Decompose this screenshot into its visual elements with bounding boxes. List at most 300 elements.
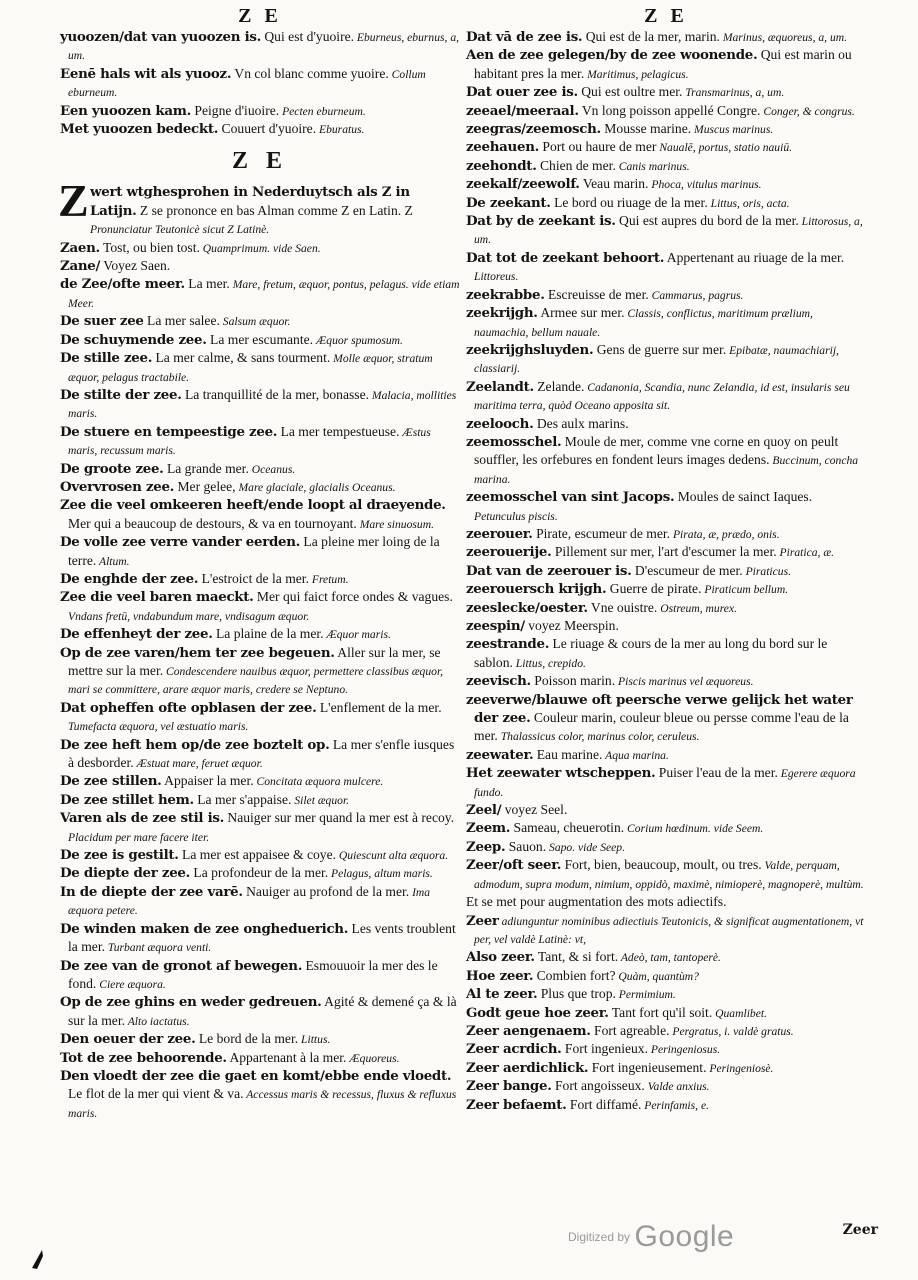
entry-headword: zeerouer. <box>466 525 533 542</box>
dictionary-entry <box>60 920 460 957</box>
watermark-logo-text: Google <box>634 1220 735 1253</box>
dropcap-headword: wert wtghesprohen in Nederduytsch als Z in Latijn. <box>90 184 410 219</box>
entry-headword: Eenē hals wit als yuooz. <box>60 65 232 82</box>
entry-french-gloss: Poisson marin. <box>530 673 616 689</box>
entry-french-gloss: Qui est marin ou habitant pres la mer. <box>474 47 852 81</box>
entry-latin-gloss: Eburatus. <box>316 123 365 137</box>
running-head-right: Z E <box>644 5 688 27</box>
dictionary-entry <box>60 791 460 809</box>
entry-french-gloss: La mer s'enfle iusques à desborder. <box>68 736 455 771</box>
left-entries-main <box>60 239 460 1123</box>
entry-headword: De zee stillen. <box>60 773 162 790</box>
dictionary-entry <box>466 1004 866 1022</box>
dictionary-entry <box>466 194 866 212</box>
dictionary-entry <box>466 635 866 672</box>
entry-headword: Zeer acrdich. <box>466 1041 562 1058</box>
entry-latin-gloss: Transmarinus, a, um. <box>682 86 785 100</box>
right-entries <box>466 28 866 1114</box>
entry-latin-gloss: Malacia, mollities maris. <box>68 388 457 421</box>
dictionary-entry <box>60 120 460 138</box>
entry-headword: zeemosschel van sint Jacops. <box>466 489 675 506</box>
entry-latin-gloss: Littus, crepido. <box>512 656 586 670</box>
entry-french-gloss: La mer. <box>184 276 230 292</box>
dropcap-french: Z se prononce en bas Alman comme Z en Latin. Z <box>136 202 413 218</box>
entry-latin-gloss: Littus. <box>298 1033 331 1047</box>
entry-latin-gloss: Pergratus, i. valdè gratus. <box>669 1024 794 1038</box>
dictionary-entry <box>466 212 866 249</box>
dictionary-entry <box>60 1067 460 1122</box>
dropcap-latin: Pronunciatur Teutonicè sicut Z Latinè. <box>90 223 270 237</box>
entry-french-gloss: Des aulx marins. <box>533 415 629 431</box>
entry-latin-gloss: Mare glaciale, glacialis Oceanus. <box>235 480 396 494</box>
entry-latin-gloss: Ciere æquora. <box>96 977 166 991</box>
entry-headword: Also zeer. <box>466 949 535 966</box>
dictionary-entry <box>60 883 460 920</box>
dictionary-entry <box>60 809 460 846</box>
entry-french-gloss: Tost, ou bien tost. <box>99 239 200 255</box>
dictionary-entry <box>466 912 866 949</box>
entry-latin-gloss: Buccinum, concha marina. <box>474 454 859 486</box>
entry-latin-gloss: Aqua marina. <box>602 748 669 762</box>
entry-headword: zeehondt. <box>466 157 537 174</box>
entry-headword: Zeer <box>466 912 499 929</box>
entry-headword: Den oeuer der zee. <box>60 1031 196 1048</box>
dictionary-entry <box>60 460 460 478</box>
entry-headword: Zeer aengenaem. <box>466 1022 591 1039</box>
entry-french-gloss: Tant, & si fort. <box>534 949 619 965</box>
dictionary-entry <box>60 772 460 790</box>
entry-french-gloss: La tranquillité de la mer, bonasse. <box>181 386 370 402</box>
entry-latin-gloss: Æquor spumosum. <box>313 333 403 347</box>
entry-french-gloss: La grande mer. <box>163 460 249 476</box>
entry-latin-gloss: Accessus maris & recessus, fluxus & refluxus maris. <box>68 1088 457 1120</box>
dictionary-entry <box>466 433 866 488</box>
dictionary-entry <box>60 533 460 570</box>
entry-latin-gloss: Quamlibet. <box>712 1006 767 1020</box>
dictionary-entry <box>60 625 460 643</box>
dictionary-entry <box>60 65 460 102</box>
entry-french-gloss: Veau marin. <box>579 176 649 192</box>
entry-french-gloss: Armee sur mer. <box>537 305 625 321</box>
entry-french-gloss: Mer qui a beaucoup de destours, & va en tournoyant. <box>68 515 357 531</box>
dictionary-entry <box>466 28 866 46</box>
entry-latin-gloss: Ostreum, murex. <box>657 601 737 615</box>
entry-latin-gloss: Pirata, æ, prædo, onis. <box>670 527 780 541</box>
entry-headword: Zeep. <box>466 838 506 855</box>
dictionary-entry <box>466 46 866 83</box>
entry-french-gloss: Nauiger sur mer quand la mer est à recoy. <box>223 810 455 826</box>
entry-latin-gloss: Turbant æquora venti. <box>105 941 212 955</box>
entry-latin-gloss: Egerere æquora fundo. <box>474 767 856 799</box>
entry-french-gloss: Nauiger au profond de la mer. <box>242 883 410 899</box>
entry-headword: zeeslecke/oester. <box>466 599 588 616</box>
entry-headword: De diepte der zee. <box>60 865 190 882</box>
entry-french-gloss: La pleine mer loing de la terre. <box>68 534 440 568</box>
entry-french-gloss: Mousse marine. <box>600 121 692 137</box>
dictionary-entry <box>466 83 866 101</box>
entry-french-gloss: Port ou haure de mer <box>539 139 657 155</box>
dictionary-entry <box>60 257 460 275</box>
entry-latin-gloss: Quàm, quantùm? <box>615 969 699 983</box>
entry-french-gloss: Fort ingenieusement. <box>588 1059 707 1075</box>
entry-headword: De effenheyt der zee. <box>60 626 213 643</box>
dictionary-entry <box>60 275 460 312</box>
entry-french-gloss: Puiser l'eau de la mer. <box>655 765 778 781</box>
entry-latin-gloss: Condescendere nauibus æquor, permettere classibus æquor, mari se committere, arare æquor maris, credere se Neptuno. <box>68 665 444 697</box>
dictionary-entry <box>60 349 460 386</box>
dictionary-entry <box>60 331 460 349</box>
entry-latin-gloss: Petunculus piscis. <box>474 509 558 523</box>
entry-latin-gloss: Classis, conflictus, maritimum prælium, naumachia, bellum nauale. <box>474 307 813 339</box>
entry-french-gloss: Peigne d'iuoire. <box>191 102 280 118</box>
entry-headword: zeespin/ <box>466 618 525 634</box>
dictionary-entry <box>466 175 866 193</box>
dictionary-entry <box>60 993 460 1030</box>
entry-headword: zeemosschel. <box>466 433 562 450</box>
entry-french-gloss: Fort ingenieux. <box>561 1041 648 1057</box>
entry-headword: Dat vā de zee is. <box>466 29 583 45</box>
dictionary-entry <box>60 496 460 533</box>
dictionary-entry <box>60 736 460 773</box>
entry-headword: De volle zee verre vander eerden. <box>60 534 301 551</box>
entry-headword: zeehauen. <box>466 139 540 156</box>
entry-latin-gloss: Piraticus. <box>742 564 792 578</box>
dropcap-entry <box>58 175 460 238</box>
entry-latin-gloss: Ima æquora petere. <box>68 885 431 918</box>
entry-french-gloss: Le riuage & cours de la mer au long du bord sur le sablon. <box>474 636 828 670</box>
dictionary-entry <box>466 617 866 635</box>
entry-headword: De zee stillet hem. <box>60 791 194 808</box>
entry-headword: De zee van de gronot af bewegen. <box>60 957 303 974</box>
entry-headword: Hoe zeer. <box>466 967 534 984</box>
dictionary-entry <box>466 249 866 286</box>
entry-headword: De stuere en tempeestige zee. <box>60 423 278 440</box>
dictionary-entry <box>60 28 460 65</box>
dictionary-entry <box>466 985 866 1003</box>
entry-french-gloss: Zelande. <box>533 378 585 394</box>
entry-french-gloss: Et se met pour augmentation des mots adiectifs. <box>466 894 727 910</box>
entry-french-gloss: Pirate, escumeur de mer. <box>532 525 671 541</box>
entry-latin-gloss: Canis marinus. <box>615 159 690 173</box>
entry-french-gloss: Pillement sur mer, l'art d'escumer la mer. <box>551 544 777 560</box>
entry-latin-gloss: Oceanus. <box>248 462 296 476</box>
entry-latin-gloss: Valde, perquam, admodum, supra modum, nimium, oppidò, maximè, nimioperè, magnoperè, multùm. <box>474 859 864 891</box>
entry-latin-gloss: Silet æquor. <box>291 793 350 807</box>
entry-latin-gloss: Cammarus, pagrus. <box>648 288 744 302</box>
entry-headword: De zeekant. <box>466 194 551 211</box>
entry-headword: Zeer bange. <box>466 1078 552 1095</box>
entry-headword: De groote zee. <box>60 460 164 477</box>
entry-latin-gloss: Corium hœdinum. vide Seem. <box>624 822 764 836</box>
dictionary-entry <box>466 948 866 966</box>
dictionary-entry <box>60 239 460 257</box>
entry-latin-gloss: Vndans fretū, vndabundum mare, vndisagum æquor. <box>68 609 310 623</box>
dictionary-entry <box>466 562 866 580</box>
entry-french-gloss: Mer gelee, <box>174 478 236 494</box>
entry-french-gloss: La mer tempestueuse. <box>277 423 400 439</box>
entry-french-gloss: Tant fort qu'il soit. <box>608 1004 713 1020</box>
dictionary-entry <box>466 801 866 819</box>
dictionary-entry <box>466 967 866 985</box>
dictionary-entry <box>466 286 866 304</box>
dictionary-entry <box>466 893 866 911</box>
dictionary-entry <box>466 856 866 893</box>
entry-headword: Zee die veel baren maeckt. <box>60 589 254 606</box>
entry-french-gloss: La mer escumante. <box>206 331 314 347</box>
entry-french-gloss: La mer salee. <box>143 313 220 329</box>
entry-french-gloss: Fort, bien, beaucoup, moult, ou tres. <box>561 857 762 873</box>
entry-latin-gloss: Conger, & congrus. <box>760 104 855 118</box>
entry-headword: Zeer aerdichlick. <box>466 1059 589 1076</box>
entry-french-gloss: Appaiser la mer. <box>161 773 254 789</box>
dictionary-entry <box>466 415 866 433</box>
entry-french-gloss: voyez Seel. <box>501 802 568 818</box>
entry-french-gloss: L'estroict de la mer. <box>198 570 309 586</box>
dictionary-entry <box>466 1077 866 1095</box>
dictionary-entry <box>466 157 866 175</box>
entry-headword: Met yuoozen bedeckt. <box>60 121 219 138</box>
entry-latin-gloss: Sapo. vide Seep. <box>546 840 625 854</box>
entry-latin-gloss: Perinfamis, e. <box>641 1098 710 1112</box>
running-head-left: Z E <box>238 5 282 27</box>
entry-french-gloss: Sameau, cheuerotin. <box>510 820 625 836</box>
entry-french-gloss: Plus que trop. <box>537 986 616 1002</box>
entry-headword: Dat by de zeekant is. <box>466 213 616 230</box>
entry-latin-gloss: Salsum æquor. <box>219 315 291 329</box>
entry-headword: zeeael/meeraal. <box>466 102 579 119</box>
entry-french-gloss: D'escumeur de mer. <box>631 562 743 578</box>
entry-headword: de Zee/ofte meer. <box>60 276 185 293</box>
entry-french-gloss: Qui est aupres du bord de la mer. <box>615 213 799 229</box>
entry-latin-gloss: Molle æquor, stratum æquor, pelagus tractabile. <box>68 352 433 384</box>
entry-french-gloss: La profondeur de la mer. <box>190 865 329 881</box>
entry-french-gloss: Fort angoisseux. <box>551 1078 645 1094</box>
entry-headword: zeerouerije. <box>466 544 552 561</box>
entry-headword: Den vloedt der zee die gaet en komt/ebbe ende vloedt. <box>60 1067 452 1084</box>
entry-latin-gloss: Pelagus, altum maris. <box>328 867 433 881</box>
entry-headword: Overvrosen zee. <box>60 478 175 495</box>
section-heading: Z E <box>231 148 288 175</box>
entry-french-gloss: Le bord de la mer. <box>195 1031 299 1047</box>
entry-french-gloss: Combien fort? <box>533 967 616 983</box>
entry-headword: zeekrijgh. <box>466 305 538 322</box>
entry-latin-gloss: Maritimus, pelagicus. <box>584 67 689 81</box>
entry-headword: Zeer befaemt. <box>466 1096 567 1113</box>
entry-latin-gloss: Phoca, vitulus marinus. <box>648 178 762 192</box>
entry-latin-gloss: Thalassicus color, marinus color, ceruleus. <box>497 730 700 744</box>
dictionary-entry <box>466 341 866 378</box>
entry-french-gloss: Escreuisse de mer. <box>544 286 649 302</box>
entry-latin-gloss: Æstus maris, recussum maris. <box>68 425 431 458</box>
entry-headword: Zeem. <box>466 820 511 837</box>
dictionary-entry <box>60 644 460 699</box>
entry-headword: De enghde der zee. <box>60 570 199 587</box>
entry-french-gloss: Couleur marin, couleur bleue ou persse comme l'eau de la mer. <box>474 710 849 744</box>
dictionary-entry <box>466 304 866 341</box>
entry-latin-gloss: Cadanonia, Scandia, nunc Zelandia, id est, insularis seu maritima terra, quòd Oceano apposita sit. <box>474 380 850 413</box>
entry-headword: zeekrijghsluyden. <box>466 341 594 358</box>
entry-latin-gloss: Littus, oris, acta. <box>707 196 790 210</box>
entry-latin-gloss: Littorosus, a, um. <box>474 215 863 247</box>
entry-latin-gloss: Æquoreus. <box>346 1051 400 1065</box>
entry-headword: Dat tot de zeekant behoort. <box>466 249 665 266</box>
entry-headword: De stille zee. <box>60 350 153 367</box>
entry-french-gloss: La mer calme, & sans tourment. <box>152 350 331 366</box>
entry-headword: De zee heft hem op/de zee boztelt op. <box>60 736 330 753</box>
entry-headword: De zee is gestilt. <box>60 847 179 864</box>
entry-latin-gloss: Fretum. <box>308 572 349 586</box>
entry-latin-gloss: Naualē, portus, statio nauiū. <box>656 141 793 155</box>
entry-headword: zeewater. <box>466 746 534 763</box>
entry-latin-gloss: Quiescunt alta æquora. <box>336 849 449 863</box>
entry-french-gloss: Chien de mer. <box>536 157 616 173</box>
entry-headword: Tot de zee behoorende. <box>60 1049 227 1066</box>
dictionary-entry <box>466 120 866 138</box>
entry-latin-gloss: Æstuat mare, feruet æquor. <box>133 757 263 771</box>
entry-french-gloss: La plaine de la mer. <box>212 626 324 642</box>
entry-headword: Zaen. <box>60 239 100 256</box>
entry-french-gloss: Qui est oultre mer. <box>577 84 683 100</box>
dictionary-entry <box>466 819 866 837</box>
dictionary-entry <box>466 691 866 746</box>
entry-french-gloss: Moule de mer, comme vne corne en quoy on peult souffler, les orfebures en fondent leurs images dedens. <box>474 433 839 468</box>
entry-latin-gloss: Valde anxius. <box>644 1080 710 1094</box>
dictionary-entry <box>60 478 460 496</box>
entry-headword: zeerouersch krijgh. <box>466 581 607 598</box>
entry-headword: De schuymende zee. <box>60 331 207 348</box>
dictionary-entry <box>466 580 866 598</box>
entry-french-gloss: Les vents troublent la mer. <box>68 920 456 955</box>
entry-headword: De suer zee <box>60 313 144 330</box>
dictionary-entry <box>60 423 460 460</box>
entry-latin-gloss: Piscis marinus vel æquoreus. <box>615 675 754 689</box>
left-column <box>60 4 460 1122</box>
entry-french-gloss: Fort agreable. <box>590 1022 670 1038</box>
entry-headword: In de diepte der zee varē. <box>60 883 243 900</box>
dictionary-entry <box>60 386 460 423</box>
entry-headword: Een yuoozen kam. <box>60 102 192 119</box>
entry-headword: yuoozen/dat van yuoozen is. <box>60 29 261 45</box>
entry-headword: Zeel/ <box>466 802 502 819</box>
entry-latin-gloss: Tumefacta æquora, vel æstuatio maris. <box>68 720 249 734</box>
entry-latin-gloss: Mare sinuosum. <box>356 517 434 531</box>
left-entries-top <box>60 28 460 138</box>
entry-headword: Dat ouer zee is. <box>466 84 578 101</box>
entry-french-gloss: Esmouuoir la mer des le fond. <box>68 957 438 991</box>
binding-tab-mark <box>30 1248 44 1270</box>
dictionary-entry <box>466 838 866 856</box>
entry-headword: Varen als de zee stil is. <box>60 810 224 827</box>
entry-french-gloss: Vne ouistre. <box>587 599 658 615</box>
entry-latin-gloss: Alto iactatus. <box>125 1014 190 1028</box>
entry-french-gloss: Qui est d'yuoire. <box>260 29 355 44</box>
entry-headword: zeeverwe/blauwe oft peersche verwe gelijck het water der zee. <box>466 691 853 727</box>
entry-latin-gloss: Littoreus. <box>474 270 519 284</box>
entry-french-gloss: Voyez Saen. <box>100 258 171 274</box>
dictionary-entry <box>466 525 866 543</box>
entry-latin-gloss: Epibatæ, naumachiarij, classiarij. <box>474 343 839 376</box>
entry-french-gloss: voyez Meerspin. <box>524 618 619 633</box>
entry-headword: Op de zee ghins en weder gedreuen. <box>60 994 322 1011</box>
right-column <box>466 4 866 1114</box>
dictionary-entry <box>466 1059 866 1077</box>
entry-latin-gloss: Muscus marinus. <box>691 123 774 137</box>
dictionary-entry <box>60 864 460 882</box>
entry-french-gloss: Moules de sainct Iaques. <box>674 489 813 505</box>
entry-latin-gloss: Peringeniosus. <box>648 1043 721 1057</box>
dictionary-entry <box>466 102 866 120</box>
entry-french-gloss: La mer est appaisee & coye. <box>178 847 337 863</box>
entry-french-gloss: Vn col blanc comme yuoire. <box>231 65 389 81</box>
entry-french-gloss: Le flot de la mer qui vient & va. <box>68 1086 244 1102</box>
entry-headword: Het zeewater wtscheppen. <box>466 765 656 782</box>
entry-french-gloss: L'enflement de la mer. <box>316 699 442 715</box>
dictionary-entry <box>466 488 866 525</box>
entry-latin-gloss: Æquor maris. <box>323 628 391 642</box>
entry-french-gloss: Appartenant à la mer. <box>226 1049 347 1065</box>
dictionary-entry <box>60 1030 460 1048</box>
entry-headword: Zeer/oft seer. <box>466 857 562 874</box>
dictionary-entry <box>466 138 866 156</box>
entry-headword: zeekalf/zeewolf. <box>466 176 580 193</box>
entry-headword: Dat opheffen ofte opblasen der zee. <box>60 699 317 716</box>
dictionary-entry <box>466 543 866 561</box>
dictionary-entry <box>60 588 460 625</box>
digitized-watermark <box>568 1220 734 1254</box>
entry-headword: zeevisch. <box>466 673 531 690</box>
entry-french-gloss: Agité & demené ça & là sur la mer. <box>68 994 457 1028</box>
entry-headword: zeekrabbe. <box>466 286 545 303</box>
entry-latin-gloss: Peringeniosè. <box>706 1061 774 1075</box>
entry-latin-gloss: Piratica, æ. <box>776 546 834 560</box>
entry-latin-gloss: adiunguntur nominibus adiectiuis Teutonicis, & significat augmentationem, vt per, vel valdè Latinè: vt, <box>474 914 864 946</box>
entry-french-gloss: Le bord ou riuage de la mer. <box>550 194 708 210</box>
dictionary-entry <box>466 746 866 764</box>
entry-latin-gloss: Permimium. <box>615 988 676 1002</box>
entry-headword: Zee die veel omkeeren heeft/ende loopt al draeyende. <box>60 497 446 514</box>
entry-headword: Aen de zee gelegen/by de zee woonende. <box>466 47 758 64</box>
entry-latin-gloss: Pecten eburneum. <box>279 104 366 118</box>
entry-french-gloss: Sauon. <box>505 838 547 854</box>
entry-french-gloss: Vn long poisson appellé Congre. <box>578 102 761 118</box>
entry-headword: zeestrande. <box>466 636 550 653</box>
dictionary-entry <box>466 672 866 690</box>
dictionary-entry <box>466 1022 866 1040</box>
entry-french-gloss: La mer s'appaise. <box>193 791 292 807</box>
entry-headword: Op de zee varen/hem ter zee begeuen. <box>60 644 335 661</box>
entry-french-gloss: Eau marine. <box>533 746 603 762</box>
entry-headword: zeegras/zeemosch. <box>466 121 601 138</box>
entry-french-gloss: Aller sur la mer, se mettre sur la mer. <box>68 644 441 678</box>
dictionary-entry <box>60 570 460 588</box>
entry-french-gloss: Mer qui faict force ondes & vagues. <box>253 589 453 605</box>
entry-latin-gloss: Quamprimum. vide Saen. <box>199 241 321 255</box>
dictionary-entry <box>60 102 460 120</box>
watermark-small-text: Digitized by <box>568 1230 631 1244</box>
entry-latin-gloss: Altum. <box>96 554 130 568</box>
dictionary-entry <box>60 957 460 994</box>
entry-latin-gloss: Concitata æquora mulcere. <box>253 775 384 789</box>
entry-headword: Zeelandt. <box>466 378 534 395</box>
entry-headword: zeelooch. <box>466 415 534 432</box>
dictionary-entry <box>466 378 866 415</box>
entry-headword: De winden maken de zee ongheduerich. <box>60 920 349 937</box>
dictionary-entry <box>466 764 866 801</box>
entry-latin-gloss: Placidum per mare facere iter. <box>68 830 210 844</box>
entry-latin-gloss: Collum eburneum. <box>68 67 426 100</box>
entry-headword: Godt geue hoe zeer. <box>466 1004 609 1021</box>
entry-french-gloss: Fort diffamé. <box>566 1096 642 1112</box>
